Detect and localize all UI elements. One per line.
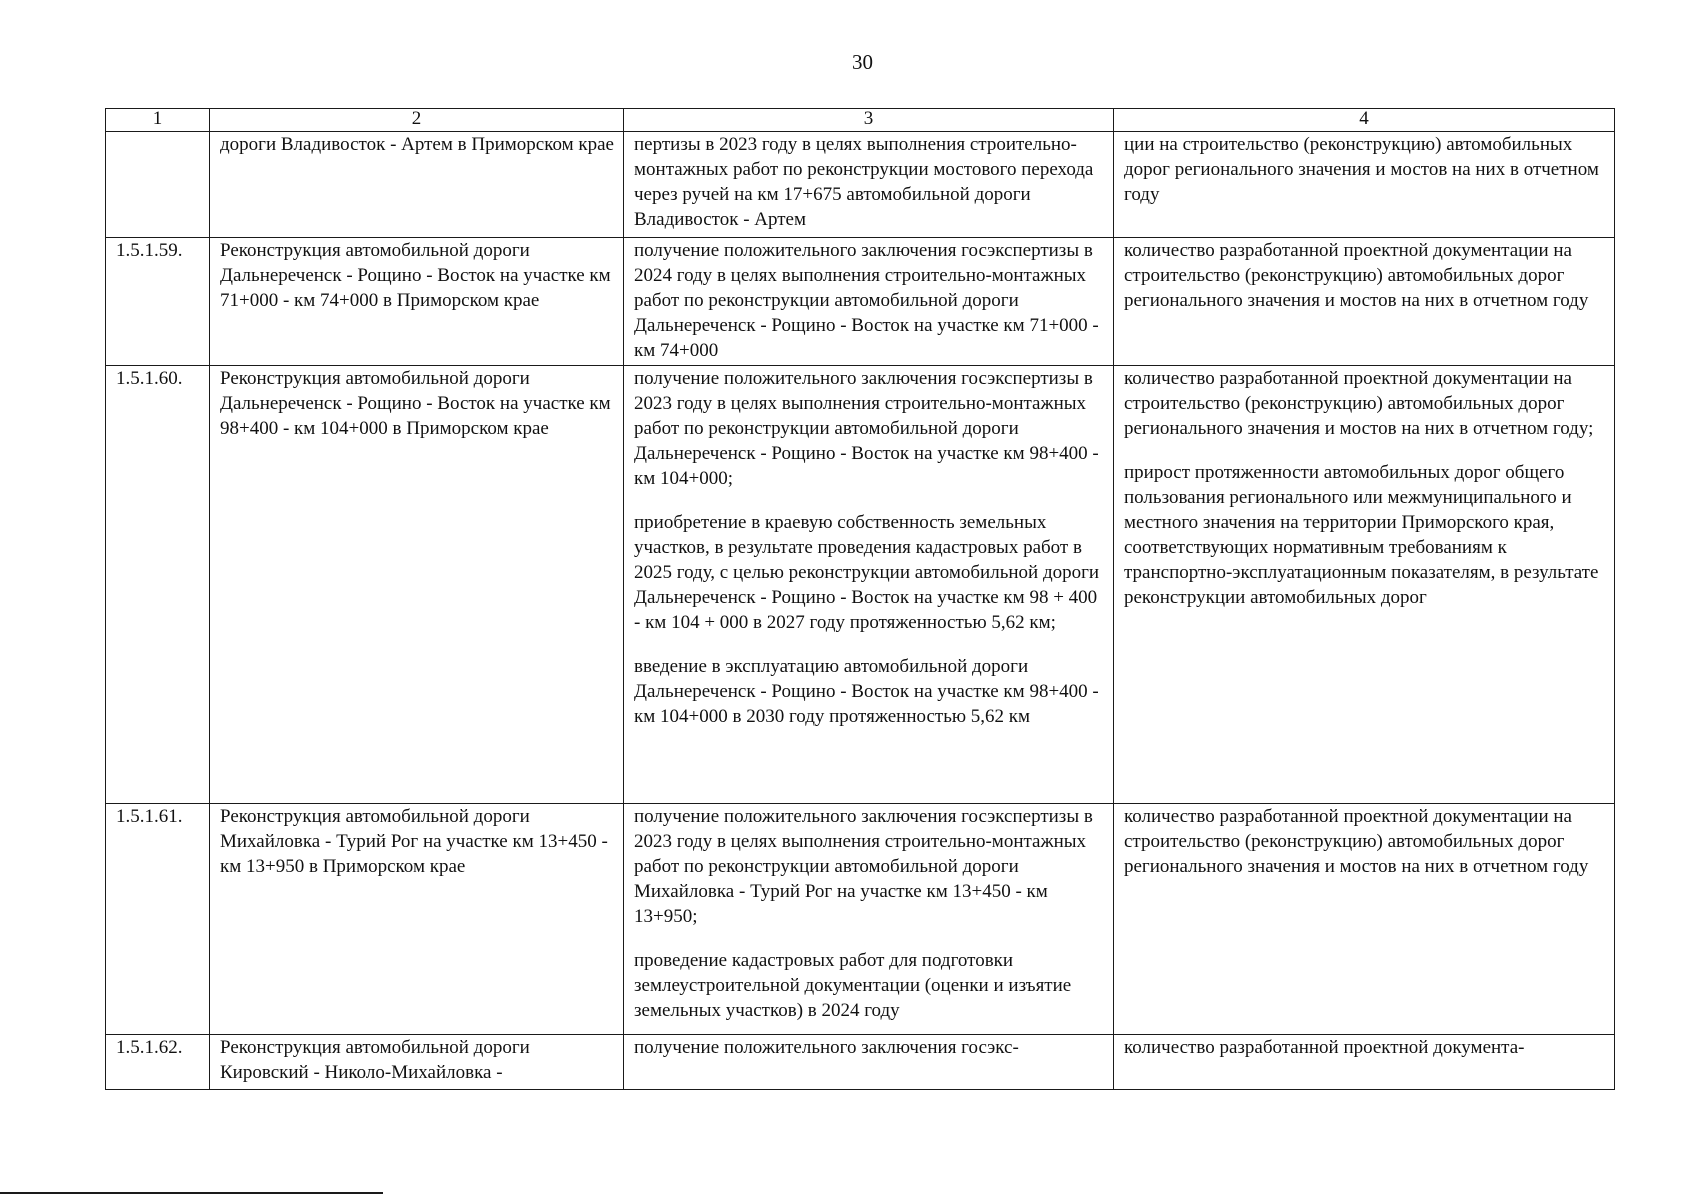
indicator-paragraph: количество разработанной проектной документации на строительство (реконструкцию) автомобильных дорог регионального значения и мостов на них в отчетном году — [1124, 806, 1589, 877]
column-header: 2 — [210, 109, 624, 132]
indicators-cell — [1114, 132, 1615, 238]
indicators-cell — [1114, 238, 1615, 366]
results-cell — [624, 132, 1114, 238]
row-number-cell: 1.5.1.60. — [106, 366, 210, 804]
indicators-cell — [1114, 366, 1615, 804]
measures-table — [105, 108, 1615, 1090]
table-row — [106, 132, 1615, 238]
indicator-paragraph: количество разработанной проектной документа- — [1124, 1037, 1525, 1058]
measure-name-cell: Реконструкция автомобильной дороги Дальнереченск - Рощино - Восток на участке км 98+400 - км 104+000 в Приморском крае — [210, 366, 624, 804]
results-cell — [624, 1035, 1114, 1090]
result-paragraph: получение положительного заключения госэкспертизы в 2024 году в целях выполнения строительно-монтажных работ по реконструкции автомобильной дороги Дальнереченск - Рощино - Восток на участке км 71+000 - км 74+000 — [634, 240, 1099, 361]
result-paragraph: проведение кадастровых работ для подготовки землеустроительной документации (оценки и изъятие земельных участков) в 2024 году — [634, 950, 1072, 1021]
column-header: 3 — [624, 109, 1114, 132]
page-number: 30 — [852, 50, 873, 74]
row-number-cell — [106, 132, 210, 238]
result-paragraph: пертизы в 2023 году в целях выполнения строительно-монтажных работ по реконструкции мостового перехода через ручей на км 17+675 автомобильной дороги Владивосток - Артем — [634, 134, 1094, 230]
result-paragraph: приобретение в краевую собственность земельных участков, в результате проведения кадастровых работ в 2025 году, с целью реконструкции автомобильной дороги Дальнереченск - Рощино - Восток на участке км 98 + 400 - км 104 + 000 в 2027 году протяженностью 5,62 км; — [634, 512, 1100, 633]
measure-name-cell: Реконструкция автомобильной дороги Кировский - Николо-Михайловка - — [210, 1035, 624, 1090]
indicator-paragraph: прирост протяженности автомобильных дорог общего пользования регионального или межмуниципального и местного значения на территории Приморского края, соответствующих нормативным требованиям к транспортно-эксплуатационным показателям, в результате реконструкции автомобильных дорог — [1124, 462, 1599, 608]
results-cell — [624, 238, 1114, 366]
result-paragraph: введение в эксплуатацию автомобильной дороги Дальнереченск - Рощино - Восток на участке км 98+400 - км 104+000 в 2030 году протяженностью 5,62 км — [634, 656, 1099, 727]
results-cell — [624, 804, 1114, 1035]
column-header: 4 — [1114, 109, 1615, 132]
results-cell — [624, 366, 1114, 804]
row-number-cell: 1.5.1.59. — [106, 238, 210, 366]
table-row — [106, 1035, 1615, 1090]
indicator-paragraph: количество разработанной проектной документации на строительство (реконструкцию) автомобильных дорог регионального значения и мостов на них в отчетном году — [1124, 240, 1589, 311]
indicators-cell — [1114, 1035, 1615, 1090]
result-paragraph: получение положительного заключения госэкспертизы в 2023 году в целях выполнения строительно-монтажных работ по реконструкции автомобильной дороги Дальнереченск - Рощино - Восток на участке км 98+400 - км 104+000; — [634, 368, 1099, 489]
column-header: 1 — [106, 109, 210, 132]
indicators-cell — [1114, 804, 1615, 1035]
footnote-rule — [0, 1192, 383, 1194]
result-paragraph: получение положительного заключения госэкспертизы в 2023 году в целях выполнения строительно-монтажных работ по реконструкции автомобильной дороги Михайловка - Турий Рог на участке км 13+450 - км 13+950; — [634, 806, 1093, 927]
measure-name-cell: дороги Владивосток - Артем в Приморском крае — [210, 132, 624, 238]
measure-name-cell: Реконструкция автомобильной дороги Дальнереченск - Рощино - Восток на участке км 71+000 - км 74+000 в Приморском крае — [210, 238, 624, 366]
table-row — [106, 238, 1615, 366]
header-row — [106, 109, 1615, 132]
indicator-paragraph: количество разработанной проектной документации на строительство (реконструкцию) автомобильных дорог регионального значения и мостов на них в отчетном году; — [1124, 368, 1594, 439]
indicator-paragraph: ции на строительство (реконструкцию) автомобильных дорог регионального значения и мостов на них в отчетном году — [1124, 134, 1599, 205]
table-row — [106, 804, 1615, 1035]
measure-name-cell: Реконструкция автомобильной дороги Михайловка - Турий Рог на участке км 13+450 - км 13+950 в Приморском крае — [210, 804, 624, 1035]
result-paragraph: получение положительного заключения госэкс- — [634, 1037, 1019, 1058]
row-number-cell: 1.5.1.61. — [106, 804, 210, 1035]
row-number-cell: 1.5.1.62. — [106, 1035, 210, 1090]
table-row — [106, 366, 1615, 804]
